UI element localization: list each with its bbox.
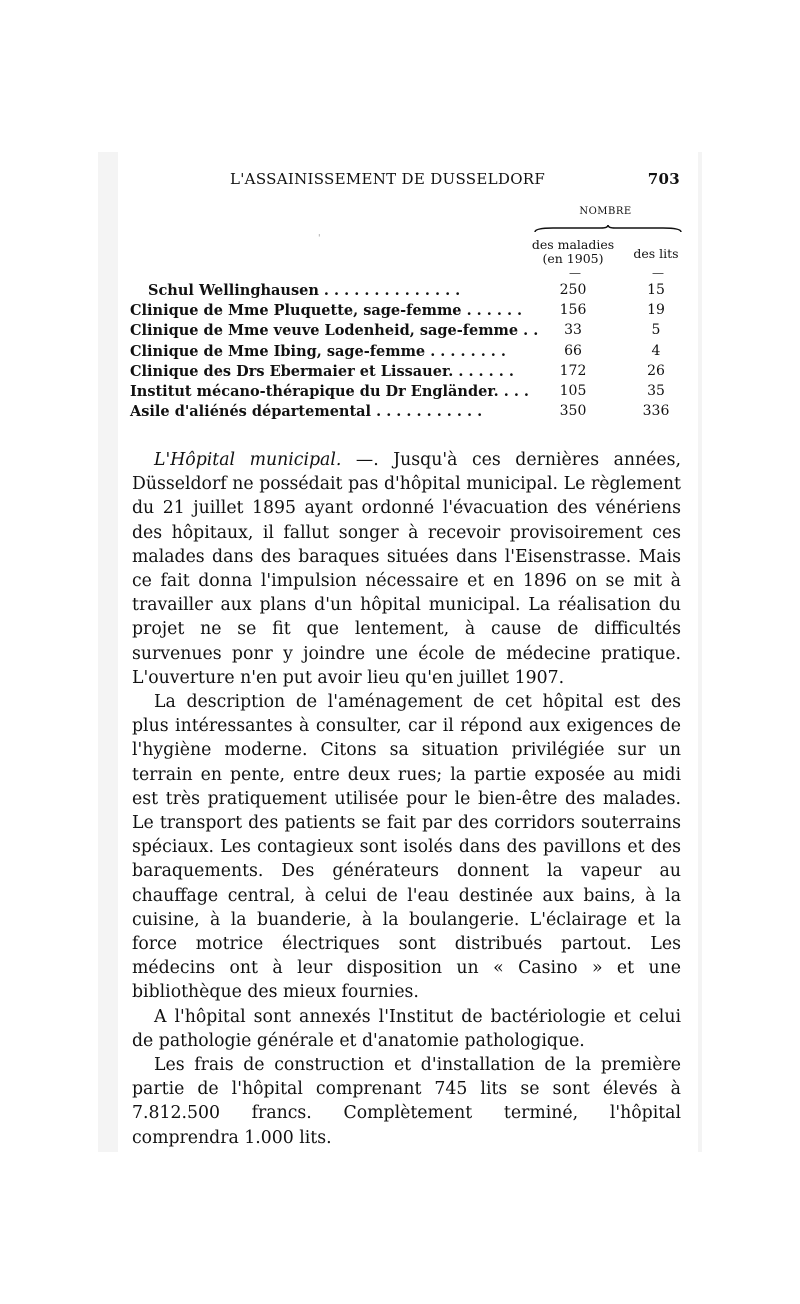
paragraph: Les frais de construction et d'installation de la première partie de l'hôpital comprenant 745 lits se sont élevés à 7.812.500 francs. Complètement terminé, l'hôpital comprendra 1.000 lits.: [132, 1055, 681, 1148]
running-title: L'ASSAINISSEMENT DE DUSSELDORF: [230, 170, 546, 188]
row-lits: 26: [647, 362, 665, 379]
row-maladies: 350: [559, 403, 587, 420]
row-lits: 35: [647, 382, 665, 399]
row-maladies: 250: [559, 282, 587, 298]
row-lits: 19: [647, 302, 665, 319]
row-maladies: 105: [559, 382, 587, 399]
table-row: [118, 363, 683, 383]
column-dash: —: [652, 266, 664, 280]
row-label: Clinique de Mme Ibing, sage-femme . . . . . . . .: [130, 342, 506, 360]
row-lits: 4: [651, 342, 661, 359]
paragraph: A l'hôpital sont annexés l'Institut de bactériologie et celui de pathologie générale et d'anatomie pathologique.: [132, 1006, 681, 1051]
row-label: Clinique de Mme veuve Lodenheid, sage-femme . .: [130, 322, 539, 340]
row-lits: 15: [647, 282, 665, 298]
table-row: [118, 282, 683, 302]
column-header-maladies-line2: (en 1905): [542, 251, 604, 266]
table-row: [118, 403, 683, 423]
row-label: Clinique des Drs Ebermaier et Lissauer. . . . . . .: [130, 362, 514, 380]
row-maladies: 66: [564, 342, 582, 359]
row-label: Clinique de Mme Pluquette, sage-femme . . . . . .: [130, 302, 523, 320]
table-group-header: NOMBRE: [579, 206, 632, 217]
row-label: Schul Wellinghausen . . . . . . . . . . . . . .: [148, 282, 461, 299]
statistics-table: [118, 282, 683, 423]
paragraph-text: —. Jusqu'à ces dernières années, Düsseldorf ne possédait pas d'hôpital municipal. Le règlement du 21 juillet 1895 ayant ordonné l'évacuation des vénériens des hôpitaux, il fallut songer à recevoir provisoirement ces malades dans des baraques situées dans l'Eisenstrasse. Mais ce fait donna l'impulsion nécessaire et en 1896 on se mit à travailler aux plans d'un hôpital municipal. La réalisation du projet ne se fit que lentement, à cause de difficultés survenues ponr y joindre une école de médecine pratique. L'ouverture n'en put avoir lieu qu'en juillet 1907.: [132, 450, 681, 688]
row-lits: 336: [642, 403, 670, 420]
brace-icon: [533, 224, 683, 234]
column-header-lits: des lits: [633, 246, 679, 261]
column-header-maladies-line1: des maladies: [531, 237, 615, 252]
row-maladies: 156: [559, 302, 587, 319]
table-row: [118, 322, 683, 342]
running-head: [118, 170, 680, 194]
row-maladies: 33: [564, 322, 582, 339]
page-number: 703: [647, 170, 680, 188]
column-header-maladies: [528, 238, 618, 266]
paragraph: La description de l'aménagement de cet hôpital est des plus intéressantes à consulter, car il répond aux exigences de l'hygiène moderne. Citons sa situation privilégiée sur un terrain en pente, entre deux rues; la partie exposée au midi est très pratiquement utilisée pour le bien-être des malades. Le transport des patients se fait par des corridors souterrains spéciaux. Les contagieux sont isolés dans des pavillons et des baraquements. Des générateurs donnent la vapeur au chauffage central, à celui de l'eau destinée aux bains, à la cuisine, à la buanderie, à la boulangerie. L'éclairage et la force motrice électriques sont distribués partout. Les médecins ont à leur disposition un « Casino » et une bibliothèque des mieux fournies.: [132, 692, 681, 1003]
table-row: [118, 343, 683, 363]
body-text: [132, 448, 681, 1150]
book-page: [118, 152, 698, 1152]
row-label: Asile d'aliénés départemental . . . . . . . . . . .: [130, 403, 483, 421]
row-maladies: 172: [559, 362, 587, 379]
row-lits: 5: [651, 322, 661, 339]
table-row: [118, 383, 683, 403]
column-dash: —: [569, 266, 581, 280]
stray-mark: ': [318, 234, 321, 244]
section-title: L'Hôpital municipal.: [154, 450, 342, 470]
row-label: Institut mécano-thérapique du Dr Engländer. . . .: [130, 382, 529, 400]
table-row: [118, 302, 683, 322]
paragraph: [132, 448, 681, 690]
